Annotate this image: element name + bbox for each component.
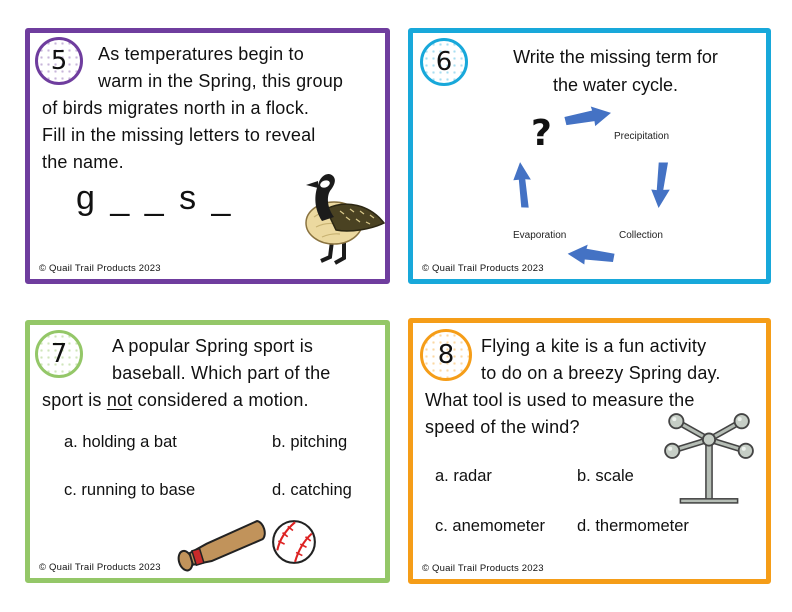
anemometer-image bbox=[663, 413, 755, 507]
task-card-5 bbox=[25, 28, 390, 284]
cycle-label-evaporation: Evaporation bbox=[513, 230, 567, 241]
option-b: b. scale bbox=[577, 467, 634, 485]
question-text bbox=[42, 333, 379, 414]
task-card-7 bbox=[25, 320, 390, 583]
missing-term-placeholder: ? bbox=[531, 113, 552, 154]
card-number: 6 bbox=[435, 47, 453, 77]
card-number: 5 bbox=[50, 46, 68, 76]
canada-goose-image bbox=[292, 165, 388, 269]
options-row bbox=[435, 517, 689, 536]
copyright: © Quail Trail Products 2023 bbox=[422, 563, 544, 574]
question-line: warm in the Spring, this group bbox=[98, 71, 344, 91]
option-c: c. running to base bbox=[64, 481, 196, 499]
option-a: a. radar bbox=[435, 467, 492, 485]
cycle-arrow-down-icon bbox=[647, 160, 676, 210]
question-line: of birds migrates north in a flock. bbox=[42, 98, 310, 118]
underlined-word: not bbox=[106, 390, 133, 410]
baseball-bat-image bbox=[166, 513, 274, 577]
question-line: Flying a kite is a fun activity bbox=[481, 336, 707, 356]
question-line: sport is not considered a motion. bbox=[42, 390, 309, 410]
question-text bbox=[42, 41, 379, 176]
copyright: © Quail Trail Products 2023 bbox=[422, 263, 544, 274]
cycle-arrow-up-icon bbox=[509, 160, 537, 210]
question-text bbox=[475, 43, 756, 99]
cycle-arrow-left-icon bbox=[565, 241, 617, 269]
question-line: baseball. Which part of the bbox=[112, 363, 331, 383]
answer-blank: g _ _ s _ bbox=[76, 179, 234, 217]
options-row bbox=[435, 467, 634, 486]
card-number: 7 bbox=[50, 339, 68, 369]
option-a: a. holding a bat bbox=[64, 433, 177, 451]
question-line: the name. bbox=[42, 152, 124, 172]
task-card-6 bbox=[408, 28, 771, 284]
copyright: © Quail Trail Products 2023 bbox=[39, 263, 161, 274]
question-line: speed of the wind? bbox=[425, 417, 580, 437]
question-line: A popular Spring sport is bbox=[112, 336, 314, 356]
question-line: Write the missing term for bbox=[513, 47, 718, 67]
card-number-badge bbox=[420, 38, 468, 86]
copyright: © Quail Trail Products 2023 bbox=[39, 562, 161, 573]
question-line: to do on a breezy Spring day. bbox=[481, 363, 721, 383]
question-line: As temperatures begin to bbox=[98, 44, 304, 64]
cycle-arrow-right-icon bbox=[562, 102, 615, 133]
question-line: the water cycle. bbox=[552, 75, 679, 95]
question-line: What tool is used to measure the bbox=[425, 390, 695, 410]
option-d: d. catching bbox=[272, 481, 352, 499]
cycle-label-precipitation: Precipitation bbox=[614, 131, 670, 142]
question-line: Fill in the missing letters to reveal bbox=[42, 125, 316, 145]
option-b: b. pitching bbox=[272, 433, 348, 451]
option-d: d. thermometer bbox=[577, 517, 689, 535]
options-row bbox=[64, 433, 347, 452]
options-row bbox=[64, 481, 352, 500]
card-number: 8 bbox=[437, 340, 455, 370]
option-c: c. anemometer bbox=[435, 517, 546, 535]
baseball-image bbox=[270, 518, 318, 566]
cycle-label-collection: Collection bbox=[619, 230, 663, 241]
task-card-8 bbox=[408, 318, 771, 584]
